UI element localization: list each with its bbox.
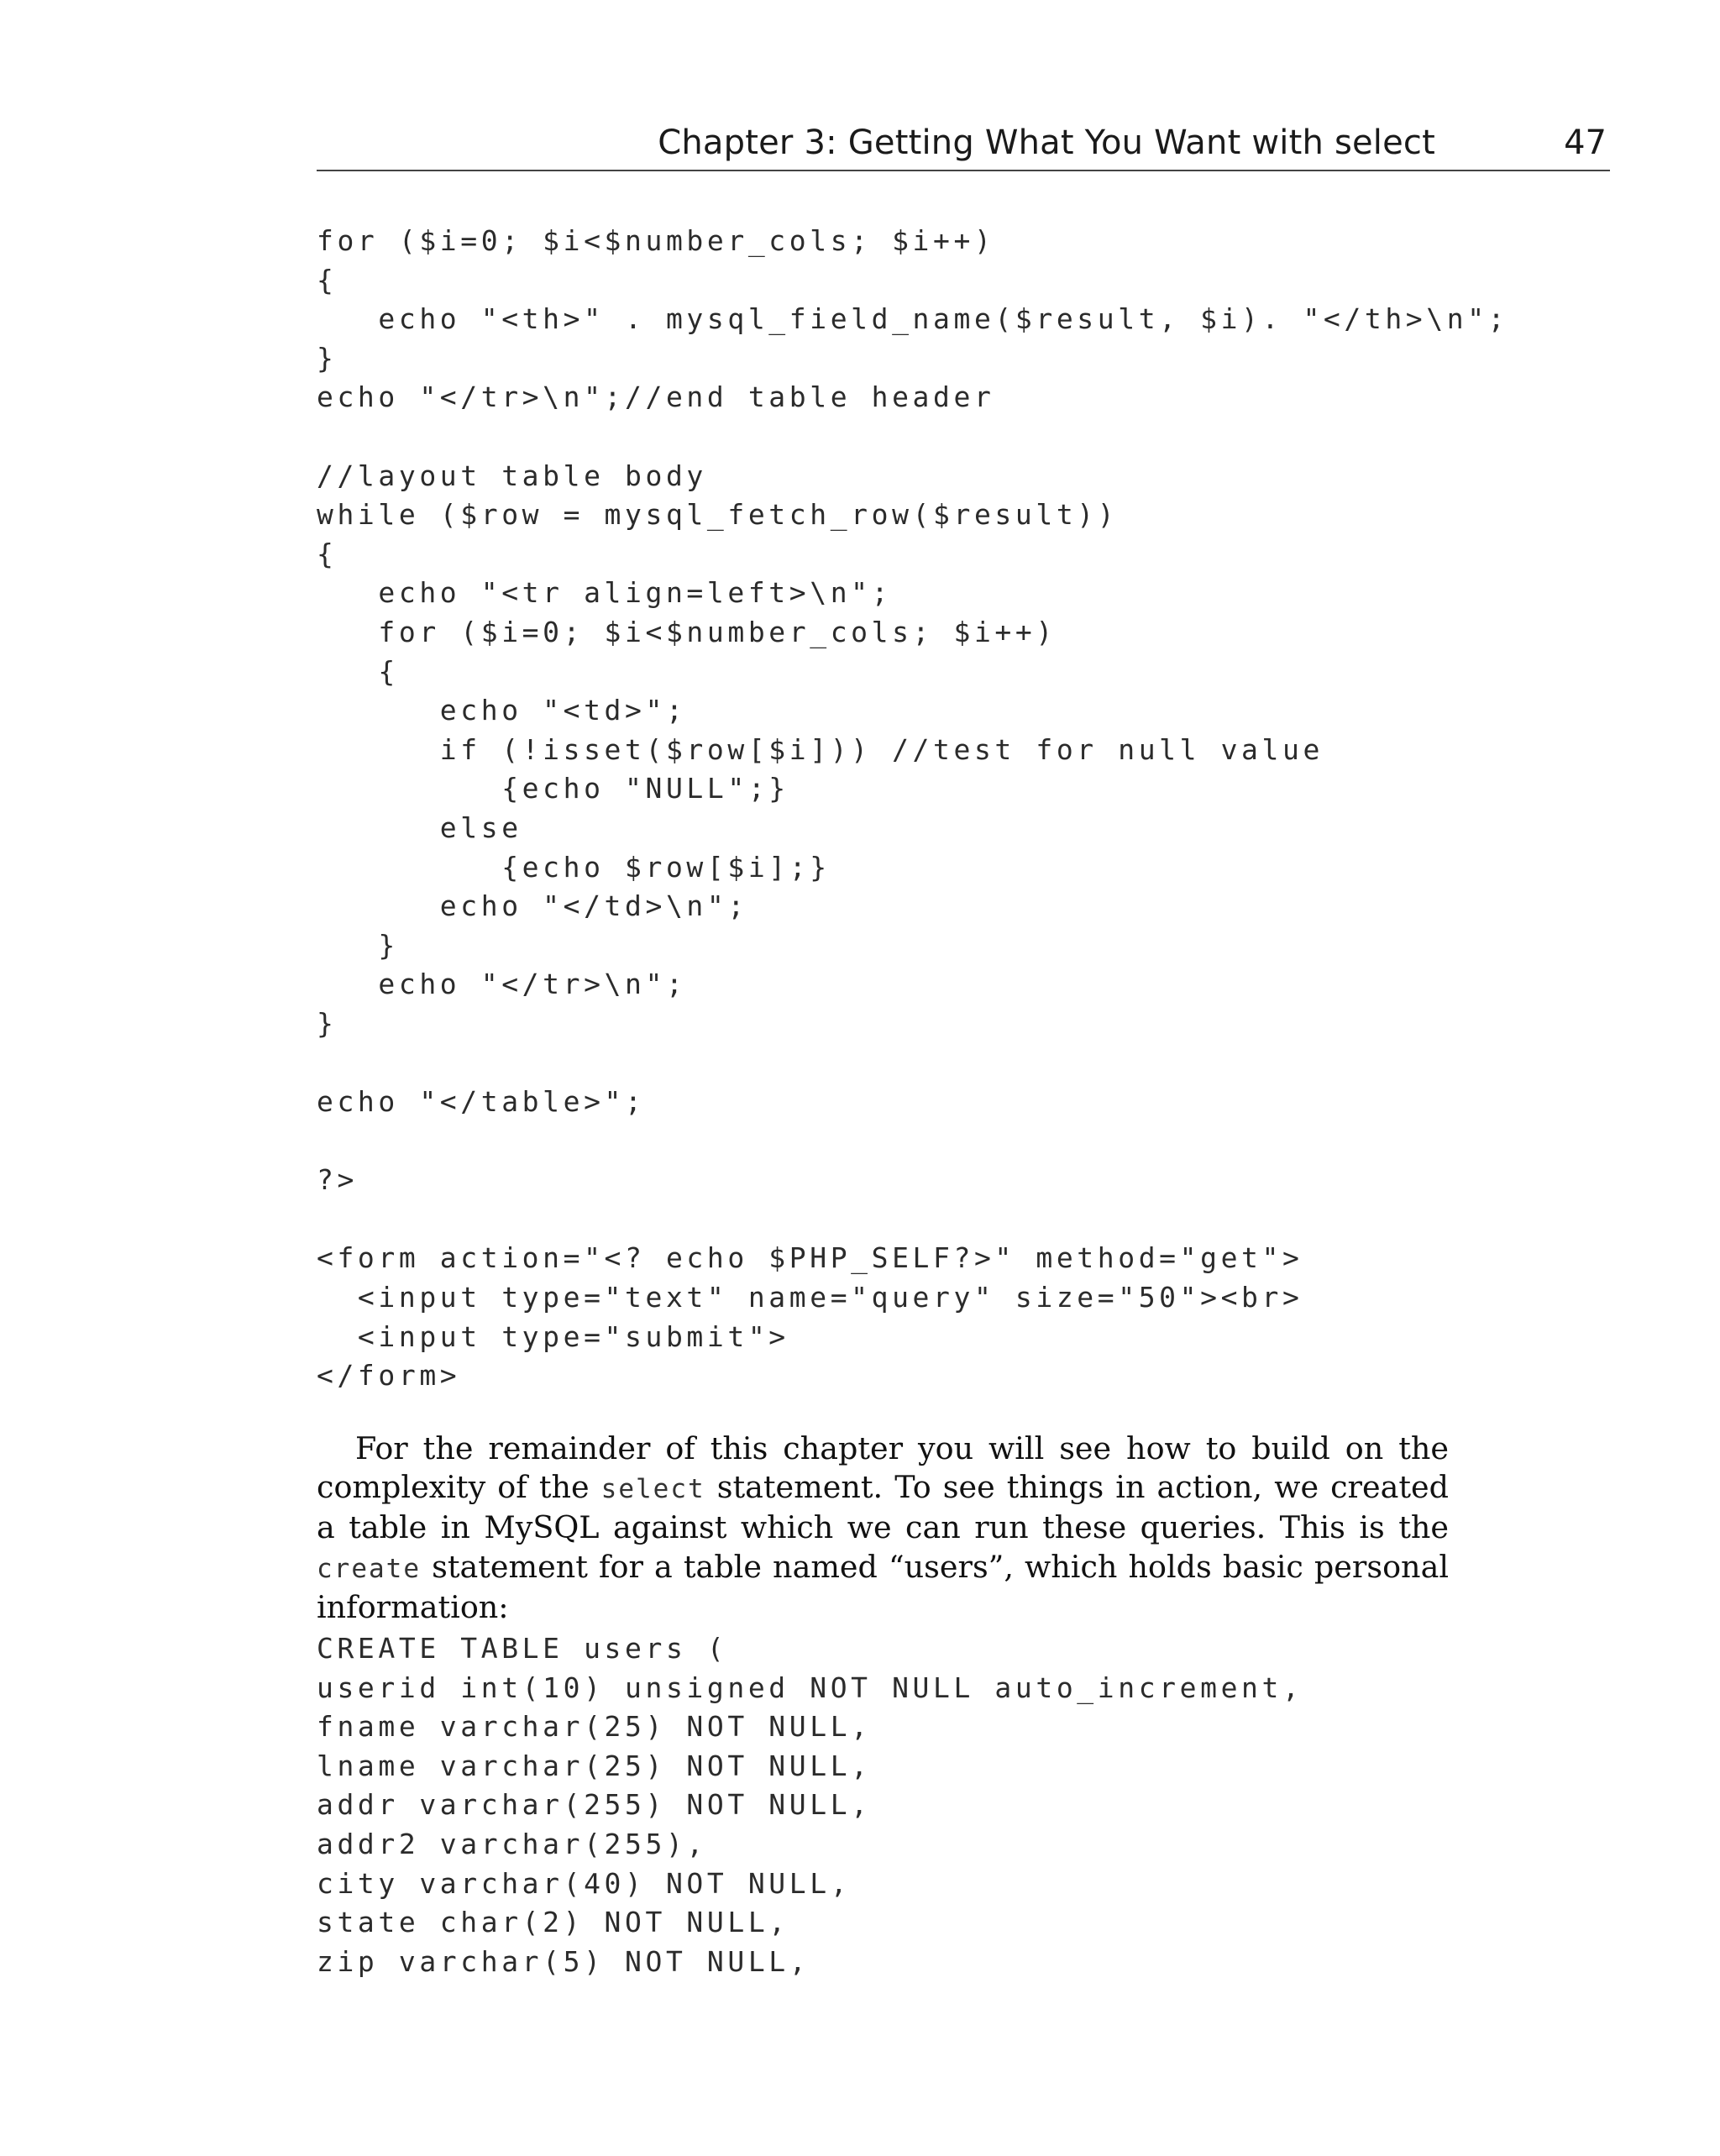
code-line <box>317 1043 1508 1083</box>
code-line: } <box>317 1006 338 1040</box>
running-head <box>317 118 1610 171</box>
code-line: </form> <box>317 1359 461 1393</box>
code-line: addr varchar(255) NOT NULL, <box>317 1788 872 1822</box>
code-line <box>317 417 1508 457</box>
code-line: echo "</tr>\n"; <box>317 968 687 1001</box>
code-line: city varchar(40) NOT NULL, <box>317 1866 852 1900</box>
code-line: for ($i=0; $i<$number_cols; $i++) <box>317 615 1057 648</box>
code-line: else <box>317 810 522 844</box>
inline-code-create: create <box>317 1553 421 1584</box>
code-line: echo "<th>" . mysql_field_name($result, $i). "</th>\n"; <box>317 302 1509 336</box>
code-line: { <box>317 537 338 570</box>
code-line: addr2 varchar(255), <box>317 1827 707 1860</box>
php-code-listing <box>317 222 1508 1396</box>
code-line: echo "</tr>\n";//end table header <box>317 380 995 414</box>
code-line: zip varchar(5) NOT NULL, <box>317 1944 810 1978</box>
code-line: <input type="text" name="query" size="50"><br> <box>317 1281 1303 1314</box>
code-line: { <box>317 263 338 296</box>
body-paragraph <box>317 1429 1449 1627</box>
code-line: echo "</table>"; <box>317 1085 646 1119</box>
code-line: CREATE TABLE users ( <box>317 1632 728 1665</box>
code-line: ?> <box>317 1163 358 1197</box>
code-line: if (!isset($row[$i])) //test for null value <box>317 732 1324 766</box>
paragraph-text: statement. To see things in action, we created a table in MySQL against which we can run these queries. This is the <box>317 1469 1449 1546</box>
code-line: for ($i=0; $i<$number_cols; $i++) <box>317 224 995 257</box>
code-line: <form action="<? echo $PHP_SELF?>" method="get"> <box>317 1241 1303 1275</box>
code-line <box>317 1200 1508 1240</box>
page-number: 47 <box>1564 123 1607 162</box>
code-line: } <box>317 341 338 375</box>
paragraph-text: For the remainder of this chapter you will see how to build on the complexity of the <box>317 1430 1449 1506</box>
code-line: {echo "NULL";} <box>317 772 789 805</box>
code-line: //layout table body <box>317 459 707 492</box>
code-line: lname varchar(25) NOT NULL, <box>317 1749 872 1782</box>
code-line: echo "<td>"; <box>317 694 687 727</box>
code-line: echo "<tr align=left>\n"; <box>317 576 893 610</box>
code-line: fname varchar(25) NOT NULL, <box>317 1710 872 1744</box>
code-line: { <box>317 654 399 688</box>
code-line: while ($row = mysql_fetch_row($result)) <box>317 498 1119 532</box>
code-line: state char(2) NOT NULL, <box>317 1906 789 1939</box>
code-line: echo "</td>\n"; <box>317 889 748 923</box>
code-line: userid int(10) unsigned NOT NULL auto_increment, <box>317 1671 1303 1704</box>
code-line: } <box>317 928 399 962</box>
code-line <box>317 1122 1508 1162</box>
chapter-title: Chapter 3: Getting What You Want with select <box>658 123 1435 162</box>
paragraph-text: statement for a table named “users”, which holds basic personal information: <box>317 1548 1449 1625</box>
inline-code-select: select <box>600 1474 705 1505</box>
code-line: <input type="submit"> <box>317 1319 789 1353</box>
sql-code-listing <box>317 1629 1303 1981</box>
code-line: {echo $row[$i];} <box>317 850 831 884</box>
